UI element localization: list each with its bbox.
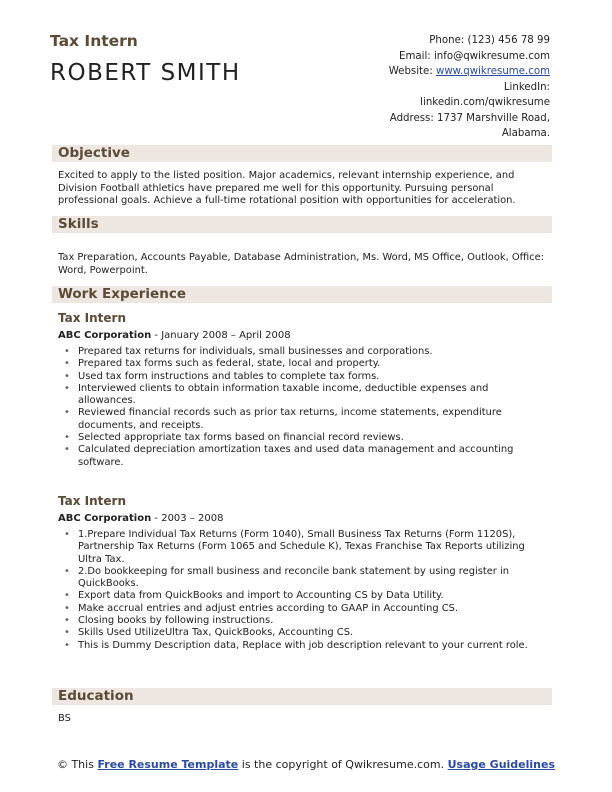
job-1-company: ABC Corporation [58,330,152,341]
objective-text: Excited to apply to the listed position. Major academics, relevant internship experience, and Division Football athletics have prepared me well for this opportunity. Pursuing personal professional goals. Achieve a full-time rotational position with opportunities for acceleration. [58,170,516,206]
section-heading-objective: Objective [52,145,552,162]
contact-address-line1: Address: 1737 Marshville Road, [389,112,550,124]
list-item: • Skills Used UtilizeUltra Tax, QuickBooks, Accounting CS. [78,627,548,639]
job-1-dates: - January 2008 – April 2008 [151,330,291,341]
job-2-bullets [58,529,548,652]
contact-block [290,33,550,142]
list-item: • Closing books by following instructions. [78,615,548,627]
list-item: • 2.Do bookkeeping for small business and reconcile bank statement by using register in QuickBooks. [78,566,548,591]
education-text: BS [58,713,71,724]
section-heading-skills: Skills [52,216,552,233]
list-item: • Selected appropriate tax forms based on financial record reviews. [78,432,548,444]
footer-middle: is the copyright of Qwikresume.com. [238,758,448,771]
contact-linkedin-value: linkedin.com/qwikresume [420,97,550,108]
list-item: • Reviewed financial records such as prior tax returns, income statements, expenditure documents, and receipts. [78,407,548,432]
contact-phone: Phone: (123) 456 78 99 [429,35,550,46]
contact-linkedin-label: LinkedIn: [503,81,550,93]
list-item: • Calculated depreciation amortization taxes and used data management and accounting software. [78,444,548,469]
job-2-dates: - 2003 – 2008 [151,513,224,524]
list-item: • Prepared tax returns for individuals, small businesses and corporations. [78,346,548,358]
website-link[interactable]: www.qwikresume.com [435,66,550,77]
section-heading-work-experience: Work Experience [52,286,552,303]
job-1-title: Tax Intern [58,311,126,325]
list-item: • Used tax form instructions and tables to complete tax forms. [78,371,548,383]
usage-guidelines-link[interactable]: Usage Guidelines [447,758,556,771]
job-title-heading: Tax Intern [50,32,138,50]
footer-prefix: © This [56,758,98,771]
list-item: • Export data from QuickBooks and import to Accounting CS by Data Utility. [78,590,548,602]
section-heading-education: Education [52,688,552,705]
list-item: • Make accrual entries and adjust entries according to GAAP in Accounting CS. [78,603,548,615]
free-resume-template-link[interactable]: Free Resume Template [97,758,239,771]
list-item: • Prepared tax forms such as federal, state, local and property. [78,358,548,370]
contact-address-line2: Alabama. [501,128,550,139]
list-item: • This is Dummy Description data, Replace with job description relevant to your current role. [78,640,548,652]
contact-email: Email: info@qwikresume.com [399,50,550,62]
website-label: Website: [388,66,436,77]
job-1-meta [58,330,291,341]
contact-website [290,64,550,80]
candidate-name: ROBERT SMITH [50,60,241,86]
footer-copyright [40,758,572,771]
job-2-meta [58,513,223,524]
job-1-bullets [58,346,548,469]
job-2-title: Tax Intern [58,494,126,508]
list-item: • Interviewed clients to obtain information taxable income, deductible expenses and allowances. [78,383,548,408]
list-item: • 1.Prepare Individual Tax Returns (Form 1040), Small Business Tax Returns (Form 1120S), Partnership Tax Returns (Form 1065 and Schedule K), Texas Franchise Tax Reports utilizing Ultra Tax. [78,529,548,566]
skills-text: Tax Preparation, Accounts Payable, Database Administration, Ms. Word, MS Office, Outlook, Office: Word, Powerpoint. [58,252,545,276]
job-2-company: ABC Corporation [58,513,152,524]
